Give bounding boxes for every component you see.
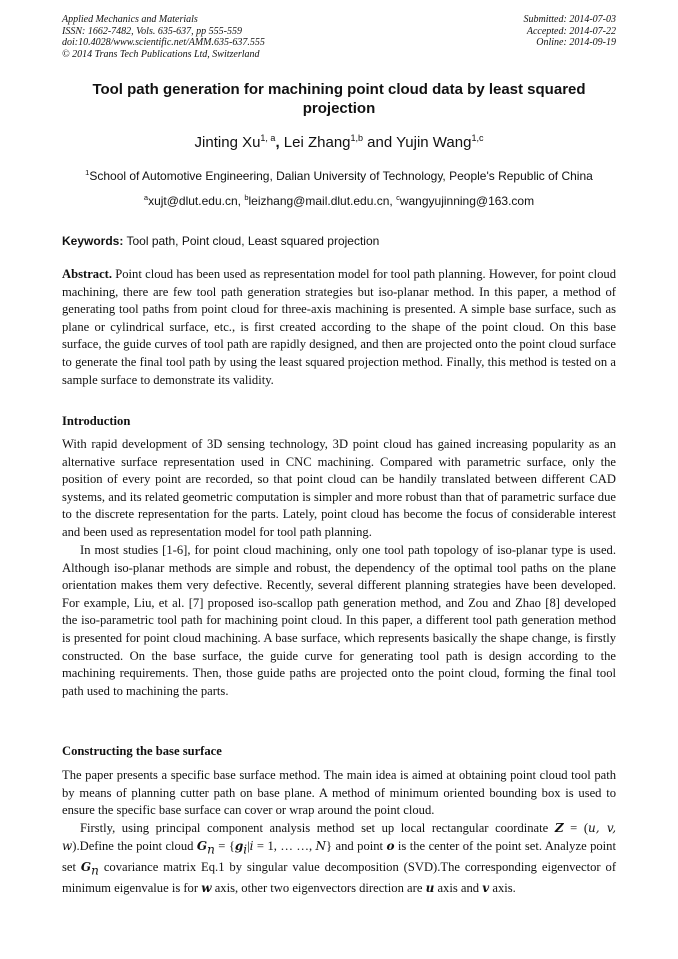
abstract-label: Abstract. <box>62 267 113 281</box>
text-run: } and point <box>326 838 387 853</box>
paper-title: Tool path generation for machining point cloud data by least squared projection <box>92 81 586 117</box>
introduction-heading: Introduction <box>62 414 131 428</box>
math-symbol: Z <box>554 821 564 835</box>
keywords <box>62 233 616 249</box>
math-symbol: G <box>196 838 208 853</box>
introduction-paragraph-2: In most studies [1-6], for point cloud machining, only one tool path topology of iso-planar type is used. Although iso-planar methods are simple and robust, the dependency of the optimal tool paths on the plane orientation makes them very defective. Recently, several different planning strategies have been developed. For example, Liu, et al. [7] proposed iso-scallop path generation method, and Zou and Zhao [8] developed the iso-parametric tool path for machining point cloud. In this paper, a different tool path generation method is presented for point cloud machining. A base surface, which represents basically the shape change, is firstly constructed. On the base surface, the guide curve for generating tool path is design according to the machining requirements. Then, those guide paths are projected onto the point cloud, forming the final tool path used to machining the parts. <box>62 543 616 698</box>
author-affiliation-mark: 1,b <box>350 133 364 143</box>
text-run: | <box>247 838 250 853</box>
submitted-date: Submitted: 2014-07-03 <box>523 14 616 25</box>
email-address[interactable]: xujt@dlut.edu.cn <box>148 194 238 208</box>
author-affiliation-mark: 1, a <box>260 133 276 143</box>
keywords-text: Tool path, Point cloud, Least squared projection <box>123 234 380 248</box>
issn-line: ISSN: 1662-7482, Vols. 635-637, pp 555-559 <box>62 25 242 37</box>
online-date: Online: 2014-09-19 <box>536 37 616 48</box>
affiliation-text: School of Automotive Engineering, Dalian University of Technology, People's Republic of China <box>89 169 593 183</box>
doi-line: doi:10.4028/www.scientific.net/AMM.635-637.555 <box>62 37 265 48</box>
text-run: axis. <box>489 880 516 895</box>
author-list <box>62 134 616 152</box>
base-surface-paragraph-2 <box>62 820 616 897</box>
text-run: axis and <box>434 880 483 895</box>
author-separator: and <box>363 134 397 151</box>
affiliation <box>62 168 616 184</box>
math-symbol: v <box>482 880 490 895</box>
author-name: Lei Zhang <box>283 134 351 151</box>
text-run: Firstly, using principal component analysis method set up local rectangular coordinate <box>80 821 555 835</box>
email-mark: c <box>396 193 400 202</box>
math-symbol: u, v, w <box>62 821 617 853</box>
author-separator: , <box>275 134 284 151</box>
email-address[interactable]: wangyujinning@163.com <box>399 194 535 208</box>
author-affiliation-mark: 1,c <box>471 133 484 143</box>
math-symbol: N <box>315 838 327 853</box>
math-symbol: w <box>201 880 212 895</box>
email-mark: b <box>244 193 249 202</box>
text-run: = 1, … …, <box>253 838 316 853</box>
dates-info <box>524 14 617 49</box>
keywords-label: Keywords: <box>62 234 124 248</box>
copyright-line: © 2014 Trans Tech Publications Ltd, Switzerland <box>62 48 260 60</box>
email-mark: a <box>143 193 149 202</box>
math-subscript: i <box>243 842 248 857</box>
abstract <box>62 266 616 389</box>
math-subscript: n <box>91 863 99 878</box>
math-symbol: i <box>249 838 254 853</box>
abstract-text: Point cloud has been used as representation model for tool path planning. However, for point cloud machining, there are few tool path generation strategies but iso-planar method. In this paper, a method of generating tool paths from point cloud for three-axis machining is presented. A simple base surface, such as plane or cylindrical surface, etc., is first created according to the shape of the point cloud. On this base surface, the guide curves of tool path are rapidly designed, and then are projected onto the point cloud surface to generate the final tool path by using the least squared projection method. Finally, this method is tested on a sample surface to demonstrate its validity. <box>62 267 616 387</box>
email-separator: , <box>237 194 245 208</box>
author-name: Yujin Wang <box>396 134 472 151</box>
text-run: = { <box>214 838 235 853</box>
math-symbol: o <box>386 838 395 853</box>
accepted-date: Accepted: 2014-07-22 <box>526 25 616 37</box>
journal-name: Applied Mechanics and Materials <box>62 14 198 25</box>
math-symbol: u <box>425 880 435 895</box>
text-run: = ( <box>563 821 589 835</box>
text-run: is the center of the point set. Analyze point set <box>62 838 616 874</box>
text-run: covariance matrix Eq.1 by singular value decomposition (SVD).The corresponding eigenvector of minimum eigenvalue is for <box>62 859 617 895</box>
math-subscript: n <box>207 842 215 857</box>
text-run: axis, other two eigenvectors direction are <box>211 880 426 895</box>
affiliation-mark: 1 <box>85 168 90 177</box>
base-surface-heading: Constructing the base surface <box>62 744 222 758</box>
text-run: ).Define the point cloud <box>72 838 197 853</box>
math-symbol: G <box>80 859 92 874</box>
base-surface-paragraph-1: The paper presents a specific base surface method. The main idea is aimed at obtaining point cloud tool path by means of planning cutter path on base plane. A method of minimum oriented bounding box is used to ensure the specific base surface can cover or wrap around the point cloud. <box>62 768 616 818</box>
math-symbol: g <box>234 838 244 853</box>
email-address[interactable]: leizhang@mail.dlut.edu.cn <box>248 194 390 208</box>
author-name: Jinting Xu <box>194 134 261 151</box>
email-list <box>62 193 616 209</box>
email-separator: , <box>389 194 397 208</box>
introduction-paragraph-1: With rapid development of 3D sensing technology, 3D point cloud has gained increasing popularity as an alternative surface representation used in CNC machining. Compared with parametric surface, only the position of every point are recorded, so that point cloud can be handily translated between different CAD systems, and its related geometric computation is simpler and more robust than that of parametric surface due to the discrete representation for the parts. Lately, point cloud has become the focus of considerable interest and been used as representation model for tool path planning. <box>62 437 616 539</box>
journal-info <box>62 14 265 60</box>
